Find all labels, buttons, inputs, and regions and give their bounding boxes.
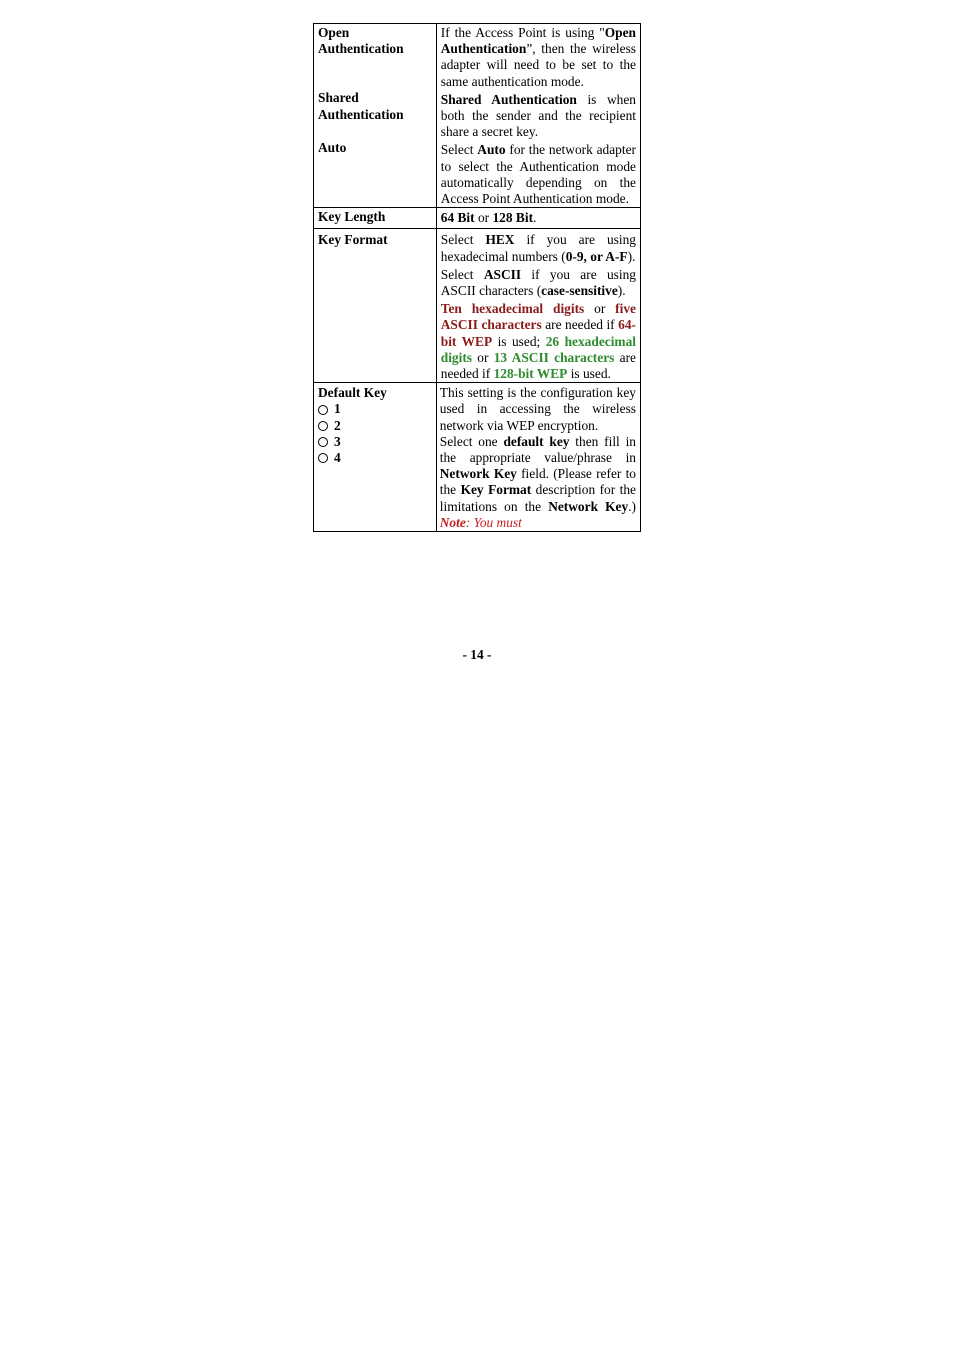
settings-table xyxy=(313,23,641,532)
radio-circle-icon[interactable] xyxy=(318,405,328,415)
default-key-desc xyxy=(436,383,640,532)
default-key-option-2[interactable]: 2 xyxy=(318,418,432,434)
radio-circle-icon[interactable] xyxy=(318,453,328,463)
open-auth-label: Open Authentication xyxy=(318,25,404,57)
ascii-desc: Select ASCII if you are using ASCII characters (case-sensitive). xyxy=(440,266,636,299)
key-length-label: Key Length xyxy=(314,208,437,229)
table-row xyxy=(314,229,641,383)
table-row xyxy=(314,383,641,532)
radio-circle-icon[interactable] xyxy=(318,421,328,431)
key-format-label: Key Format xyxy=(314,229,437,383)
auth-label-cell xyxy=(314,24,437,208)
shared-auth-desc: Shared Authentication is when both the sender and the recipient share a secret key. xyxy=(440,91,636,140)
key-format-desc xyxy=(436,229,640,383)
auto-label: Auto xyxy=(318,139,347,155)
default-key-instructions: Select one default key then fill in the appropriate value/phrase in Network Key field. (Please refer to the Key Format description for the limitations on the Network Key.) Note: You must xyxy=(439,433,637,530)
key-length-desc: 64 Bit or 128 Bit. xyxy=(436,208,640,229)
auto-desc: Select Auto for the network adapter to select the Authentication mode automatically depending on the Access Point Authentication mode. xyxy=(440,142,636,207)
default-key-label: Default Key xyxy=(318,385,387,401)
auth-desc-cell xyxy=(436,24,640,208)
table-row xyxy=(314,208,641,229)
table-row xyxy=(314,24,641,208)
default-key-purpose: This setting is the configuration key used in accessing the wireless network via WEP encryption. xyxy=(439,385,636,433)
default-key-option-1[interactable]: 1 xyxy=(318,401,432,417)
radio-circle-icon[interactable] xyxy=(318,437,328,447)
note-text: Note: You must xyxy=(439,514,522,530)
shared-auth-label: Shared Authentication xyxy=(318,90,404,122)
hex-desc: Select HEX if you are using hexadecimal numbers (0-9, or A-F). xyxy=(440,232,636,264)
page-number: - 14 - xyxy=(462,647,492,662)
wep-length-desc: Ten hexadecimal digits or five ASCII characters are needed if 64-bit WEP is used; 26 hexadecimal digits or 13 ASCII characters are needed if 128-bit WEP is used. xyxy=(440,301,636,382)
open-auth-desc: If the Access Point is using "Open Authentication”, then the wireless adapter will need to be set to the same authentication mode. xyxy=(440,25,636,89)
default-key-label-cell xyxy=(314,383,437,532)
default-key-option-4[interactable]: 4 xyxy=(318,450,432,466)
default-key-option-3[interactable]: 3 xyxy=(318,434,432,450)
